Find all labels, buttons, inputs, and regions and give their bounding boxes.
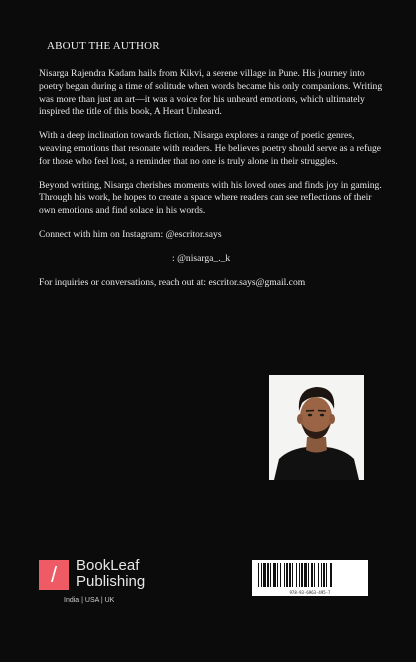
barcode-bar xyxy=(296,563,297,587)
isbn-barcode xyxy=(252,560,368,596)
barcode-bar xyxy=(321,563,322,587)
isbn-number: 978-93-6963-495-7 xyxy=(289,590,331,595)
publisher-name xyxy=(76,558,145,590)
barcode-bar xyxy=(263,563,266,587)
publisher-regions: India | USA | UK xyxy=(64,597,115,604)
barcode-bar xyxy=(284,563,285,587)
barcode-bar xyxy=(299,563,300,587)
barcode-bar xyxy=(258,563,259,587)
barcode-bar xyxy=(323,563,325,587)
barcode-bar xyxy=(261,563,262,587)
barcode-bar xyxy=(292,563,293,587)
publisher-name-line2: Publishing xyxy=(76,573,146,590)
barcode-bars xyxy=(256,563,372,591)
section-heading: ABOUT THE AUTHOR xyxy=(47,40,160,52)
email-line: For inquiries or conversations, reach out at: escritor.says@gmail.com xyxy=(39,276,306,288)
barcode-bar xyxy=(314,563,315,587)
barcode-bar xyxy=(308,563,309,587)
barcode-bar xyxy=(267,563,269,587)
slash-glyph: / xyxy=(50,562,58,587)
bio-paragraph: Beyond writing, Nisarga cherishes moments with his loved ones and finds joy in gaming. Through his work, he hopes to create a space where readers can see reflections of their own emotions and find solace in his words. xyxy=(39,179,382,217)
barcode-bar xyxy=(280,563,281,587)
publisher-logo-icon xyxy=(39,560,69,590)
barcode-bar xyxy=(304,563,307,587)
barcode-bar xyxy=(326,563,327,587)
author-bio xyxy=(39,68,384,300)
instagram-line: Connect with him on Instagram: @escritor.says xyxy=(39,228,222,240)
barcode-bar xyxy=(311,563,313,587)
barcode-bar xyxy=(277,563,278,587)
author-photo xyxy=(269,375,364,480)
barcode-bar xyxy=(270,563,271,587)
publisher-name-line1: BookLeaf xyxy=(76,557,140,574)
barcode-bar xyxy=(289,563,291,587)
barcode-bar xyxy=(286,563,288,587)
contact-block xyxy=(39,229,384,289)
instagram-line-2: : @nisarga_._k xyxy=(172,252,231,264)
barcode-bar xyxy=(301,563,303,587)
barcode-bar xyxy=(330,563,332,587)
bio-paragraph: Nisarga Rajendra Kadam hails from Kikvi, a serene village in Pune. His journey into poetry began during a time of solitude when words became his only companions. Writing was more than just an art—it was a voice for his unheard emotions, which ultimately inspired the title of this book, A Heart Unheard. xyxy=(39,68,383,118)
bio-paragraph: With a deep inclination towards fiction, Nisarga explores a range of poetic genres, weaving emotions that resonate with readers. He believes poetry should serve as a refuge for those who feel lost, a reminder that no one is truly alone in their struggles. xyxy=(39,130,382,167)
barcode-bar xyxy=(273,563,276,587)
barcode-bar xyxy=(318,563,319,587)
